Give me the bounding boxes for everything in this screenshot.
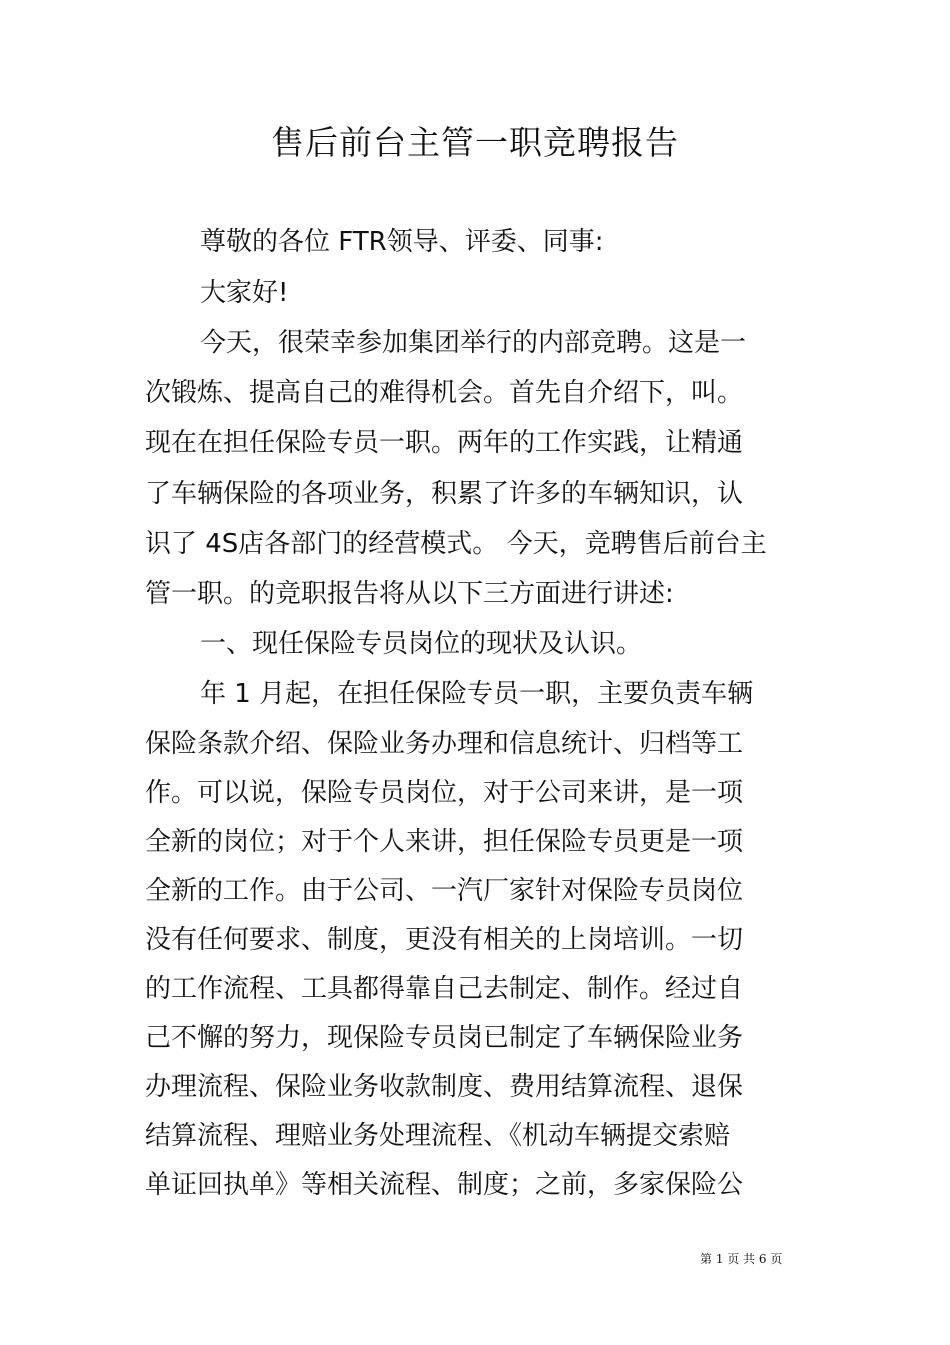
body-line: 一、现任保险专员岗位的现状及认识。 (200, 629, 643, 659)
body-line: 现在在担任保险专员一职。两年的工作实践，让精通 (145, 428, 744, 458)
body-line: 尊敬的各位 FTR领导、评委、同事: (200, 227, 604, 257)
body-line: 没有任何要求、制度，更没有相关的上岗培训。一切 (145, 925, 744, 955)
body-line: 大家好! (200, 278, 289, 308)
body-line: 全新的岗位；对于个人来讲，担任保险专员更是一项 (145, 827, 744, 857)
body-line: 管一职。的竞职报告将从以下三方面进行讲述: (145, 579, 674, 609)
body-line: 保险条款介绍、保险业务办理和信息统计、归档等工 (145, 729, 744, 759)
document-title: 售后前台主管一职竞聘报告 (271, 123, 679, 162)
body-line: 今天，很荣幸参加集团举行的内部竞聘。这是一 (200, 328, 747, 358)
body-line: 的工作流程、工具都得靠自己去制定、制作。经过自 (145, 974, 744, 1004)
body-line: 作。可以说，保险专员岗位，对于公司来讲，是一项 (145, 778, 744, 808)
page-number-footer: 第 1 页 共 6 页 (700, 1252, 783, 1266)
body-line: 年 1 月起，在担任保险专员一职，主要负责车辆 (200, 679, 754, 709)
body-line: 单证回执单》等相关流程、制度；之前，多家保险公 (145, 1170, 744, 1200)
body-line: 了车辆保险的各项业务，积累了许多的车辆知识，认 (145, 479, 744, 509)
body-line: 全新的工作。由于公司、一汽厂家针对保险专员岗位 (145, 876, 744, 906)
body-line: 结算流程、理赔业务处理流程、《机动车辆提交索赔 (145, 1121, 731, 1151)
body-line: 己不懈的努力，现保险专员岗已制定了车辆保险业务 (145, 1023, 744, 1053)
body-line: 次锻炼、提高自己的难得机会。首先自介绍下，叫。 (145, 378, 744, 408)
body-line: 办理流程、保险业务收款制度、费用结算流程、退保 (145, 1072, 744, 1102)
body-line: 识了 4S店各部门的经营模式。 今天，竞聘售后前台主 (145, 529, 767, 559)
